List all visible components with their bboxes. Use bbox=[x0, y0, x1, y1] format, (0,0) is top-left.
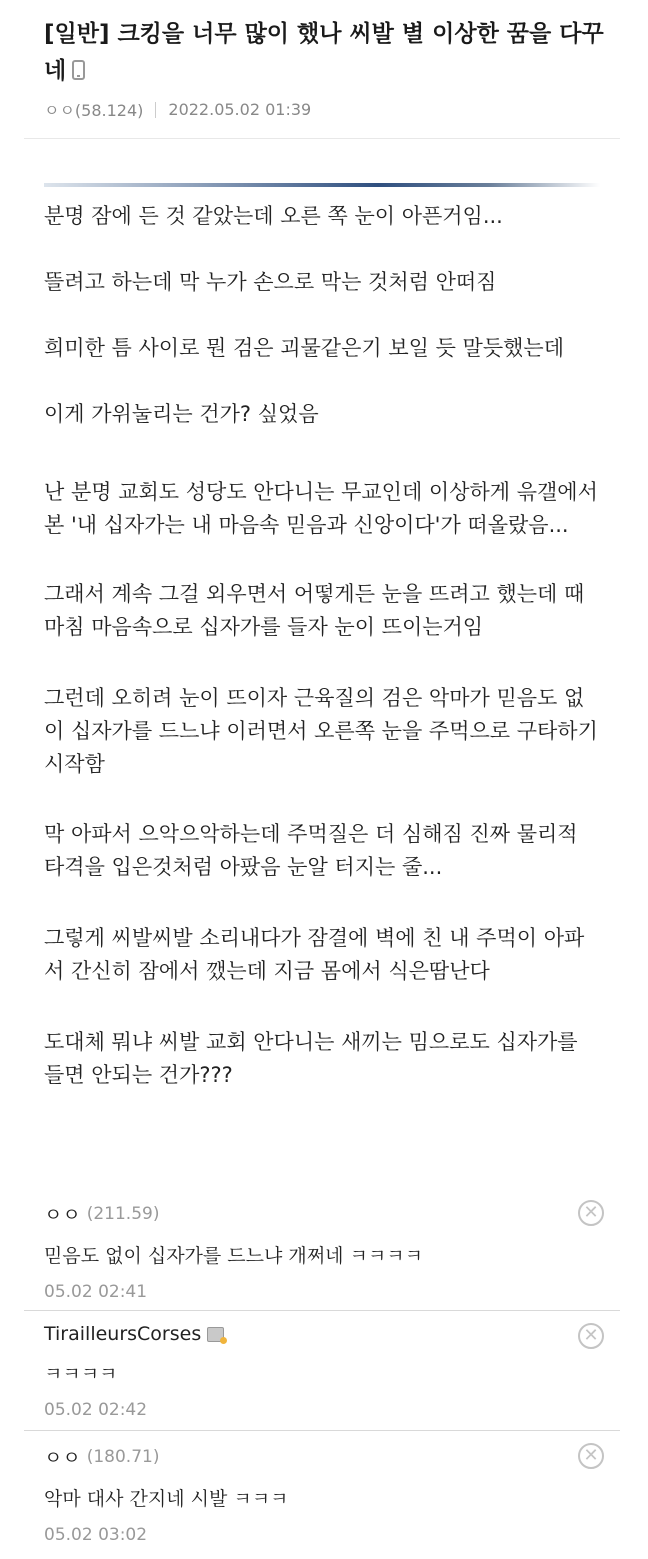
comment-item bbox=[44, 1323, 604, 1420]
embedded-media-strip bbox=[44, 183, 600, 187]
post-title-block bbox=[44, 16, 604, 90]
phone-icon bbox=[72, 60, 85, 80]
comment-text: 악마 대사 간지네 시발 ㅋㅋㅋ bbox=[44, 1488, 289, 1510]
post-title: [일반] 크킹을 너무 많이 했나 씨발 별 이상한 꿈을 다꾸네 bbox=[44, 21, 604, 84]
delete-glyph: ✕ bbox=[583, 1445, 599, 1466]
comment-ip: (211.59) bbox=[86, 1203, 160, 1224]
post-datetime: 2022.05.02 01:39 bbox=[168, 100, 312, 119]
post-meta bbox=[44, 98, 311, 121]
close-circle-icon[interactable] bbox=[578, 1323, 604, 1349]
post-paragraph: 분명 잠에 든 것 같았는데 오른 쪽 눈이 아픈거임... bbox=[44, 204, 503, 228]
comment-author-row bbox=[44, 1443, 604, 1470]
post-paragraph: 난 분명 교회도 성당도 안다니는 무교인데 이상하게 윾갤에서 본 '내 십자가는 내 마음속 믿음과 신앙이다'가 떠올랐음... bbox=[44, 480, 598, 537]
delete-glyph: ✕ bbox=[583, 1202, 599, 1223]
meta-divider bbox=[155, 102, 156, 118]
comment-date: 05.02 02:41 bbox=[44, 1282, 148, 1302]
delete-glyph: ✕ bbox=[583, 1325, 599, 1346]
comment-author-row bbox=[44, 1200, 604, 1227]
comment-text: 믿음도 없이 십자가를 드느냐 개쩌네 ㅋㅋㅋㅋ bbox=[44, 1245, 423, 1267]
close-circle-icon[interactable] bbox=[578, 1443, 604, 1469]
post-author[interactable]: ㅇㅇ(58.124) bbox=[44, 101, 144, 120]
comment-divider bbox=[24, 1430, 620, 1431]
close-circle-icon[interactable] bbox=[578, 1200, 604, 1226]
member-badge-icon bbox=[207, 1327, 224, 1342]
comment-item bbox=[44, 1443, 604, 1545]
post-paragraph: 그렇게 씨발씨발 소리내다가 잠결에 벽에 친 내 주먹이 아파서 간신히 잠에서 깼는데 지금 몸에서 식은땀난다 bbox=[44, 926, 585, 983]
comment-date: 05.02 03:02 bbox=[44, 1525, 148, 1545]
post-paragraph: 뜰려고 하는데 막 누가 손으로 막는 것처럼 안떠짐 bbox=[44, 270, 497, 294]
comment-item bbox=[44, 1200, 604, 1302]
comment-author-row bbox=[44, 1323, 604, 1345]
post-paragraph: 도대체 뭐냐 씨발 교회 안다니는 새끼는 밈으로도 십자가를 들면 안되는 건가??? bbox=[44, 1030, 578, 1087]
header-divider bbox=[24, 138, 620, 139]
comment-date: 05.02 02:42 bbox=[44, 1400, 148, 1420]
comment-author[interactable]: ㅇㅇ bbox=[44, 1447, 81, 1469]
comment-author[interactable]: TirailleursCorses bbox=[44, 1323, 202, 1345]
post-paragraph: 이게 가위눌리는 건가? 싶었음 bbox=[44, 402, 319, 426]
comment-text: ㅋㅋㅋㅋ bbox=[44, 1363, 118, 1385]
post-paragraph: 막 아파서 으악으악하는데 주먹질은 더 심해짐 진짜 물리적 타격을 입은것처럼 아팠음 눈알 터지는 줄... bbox=[44, 822, 578, 879]
post-paragraph: 희미한 틈 사이로 뭔 검은 괴물같은기 보일 듯 말듯했는데 bbox=[44, 336, 564, 360]
comment-author[interactable]: ㅇㅇ bbox=[44, 1204, 81, 1226]
comment-divider bbox=[24, 1310, 620, 1311]
post-paragraph: 그런데 오히려 눈이 뜨이자 근육질의 검은 악마가 믿음도 없이 십자가를 드느냐 이러면서 오른쪽 눈을 주먹으로 구타하기 시작함 bbox=[44, 686, 598, 776]
post-paragraph: 그래서 계속 그걸 외우면서 어떻게든 눈을 뜨려고 했는데 때마침 마음속으로 십자가를 들자 눈이 뜨이는거임 bbox=[44, 582, 585, 639]
comment-ip: (180.71) bbox=[86, 1446, 160, 1467]
